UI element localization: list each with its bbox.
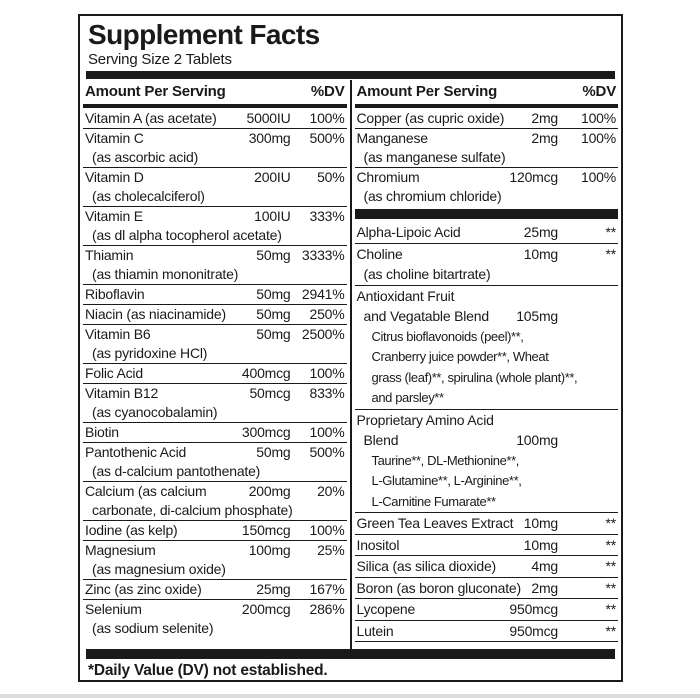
amount-per-serving-header: Amount Per Serving: [356, 83, 498, 100]
nutrient-row: [83, 246, 347, 285]
nutrient-row: [83, 168, 347, 207]
nutrient-line: [83, 384, 347, 403]
column-header: [352, 80, 622, 103]
nutrient-name: Citrus bioflavonoids (peel)**,: [371, 328, 524, 344]
nutrient-row: [83, 521, 347, 541]
nutrient-line: [83, 305, 347, 324]
nutrient-name: Vitamin B12: [85, 385, 159, 401]
nutrient-name: Iodine (as kelp): [85, 522, 178, 538]
nutrient-row: [355, 410, 619, 514]
nutrient-name: Calcium (as calcium: [85, 483, 207, 499]
nutrient-line: [355, 187, 619, 206]
rows: [80, 108, 350, 638]
nutrient-line: [83, 462, 347, 481]
nutrient-column-left: [80, 80, 350, 649]
nutrient-name: (as dl alpha tocopherol acetate): [92, 227, 282, 243]
nutrient-name: Niacin (as niacinamide): [85, 306, 226, 322]
nutrient-name: L-Glutamine**, L-Arginine**,: [371, 473, 522, 488]
nutrient-dv: 20%: [317, 483, 345, 499]
nutrient-line: [355, 471, 619, 492]
nutrient-name: Boron (as boron gluconate): [356, 579, 521, 596]
nutrient-name: Riboflavin: [85, 286, 145, 302]
label-title: Supplement Facts: [88, 19, 320, 50]
nutrient-name: Copper (as cupric oxide): [356, 110, 505, 126]
nutrient-row: [83, 443, 347, 482]
nutrient-row: [355, 621, 619, 643]
section-divider-bar: [355, 209, 619, 219]
nutrient-dv: 250%: [309, 306, 345, 322]
nutrient-dv: [558, 430, 616, 451]
nutrient-line: [355, 578, 619, 599]
nutrient-row: [83, 325, 347, 364]
nutrient-row: [355, 286, 619, 410]
dv-header: %DV: [310, 83, 345, 100]
nutrient-name: Vitamin D: [85, 169, 144, 185]
nutrient-line: [355, 264, 619, 285]
daily-value-footnote: *Daily Value (DV) not established.: [88, 662, 328, 679]
nutrient-dv: 100%: [309, 365, 345, 381]
nutrient-dv: 100%: [580, 110, 616, 126]
nutrient-line: [83, 403, 347, 422]
nutrient-line: [83, 560, 347, 579]
nutrient-row: [83, 423, 347, 443]
nutrient-amount: 10mg: [523, 515, 558, 531]
nutrient-line: [83, 344, 347, 363]
nutrient-name: Folic Acid: [85, 365, 143, 381]
nutrient-line: [83, 187, 347, 206]
nutrient-name: and Vegatable Blend: [363, 308, 489, 324]
nutrient-name: (as magnesium oxide): [92, 561, 226, 577]
nutrient-name: (as d-calcium pantothenate): [92, 463, 261, 479]
nutrient-dv: [558, 306, 616, 327]
nutrient-row: [355, 556, 619, 578]
nutrient-line: [355, 347, 619, 368]
nutrient-name: Lycopene: [356, 601, 416, 617]
nutrient-amount: 10mg: [523, 536, 558, 553]
nutrient-name: (as manganese sulfate): [363, 149, 506, 165]
nutrient-row: [355, 222, 619, 244]
nutrient-row: [83, 305, 347, 325]
nutrient-line: [83, 541, 347, 560]
nutrient-dv: 286%: [309, 601, 345, 617]
nutrient-name: Thiamin: [85, 247, 134, 263]
nutrient-amount: 2mg: [531, 110, 558, 126]
nutrient-line: [355, 222, 619, 243]
nutrient-name: Vitamin C: [85, 130, 144, 146]
nutrient-name: Inositol: [356, 536, 400, 553]
nutrient-name: L-Carnitine Fumarate**: [371, 493, 496, 509]
nutrient-amount: 120mcg: [509, 169, 558, 185]
nutrient-dv: **: [605, 536, 616, 553]
nutrient-row: [83, 580, 347, 600]
nutrient-line: [83, 109, 347, 128]
nutrient-name: Blend: [363, 432, 399, 448]
nutrient-line: [83, 285, 347, 304]
nutrient-name: (as pyridoxine HCl): [92, 345, 208, 361]
nutrient-dv: 2941%: [301, 286, 345, 302]
nutrient-line: [83, 148, 347, 167]
nutrient-line: [83, 325, 347, 344]
nutrient-name: Cranberry juice powder**, Wheat: [371, 349, 549, 364]
nutrient-name: Chromium: [356, 169, 420, 185]
nutrient-amount: 200IU: [254, 169, 291, 185]
column-header: [80, 80, 350, 103]
header-top-bar: [86, 71, 615, 79]
nutrient-dv: 333%: [309, 208, 345, 224]
nutrient-line: [83, 226, 347, 245]
nutrient-dv: 100%: [580, 130, 616, 146]
nutrient-dv: 100%: [309, 522, 345, 538]
nutrient-line: [355, 109, 619, 128]
nutrient-dv: 2500%: [301, 326, 345, 342]
nutrient-name: Silica (as silica dioxide): [356, 558, 497, 574]
nutrient-amount: 100IU: [254, 208, 291, 224]
nutrient-line: [355, 535, 619, 556]
nutrient-dv: 100%: [580, 169, 616, 185]
nutrient-name: Vitamin B6: [85, 326, 151, 342]
nutrient-row: [355, 535, 619, 557]
nutrient-name: Lutein: [356, 622, 394, 639]
nutrient-row: [83, 600, 347, 638]
nutrient-row: [83, 482, 347, 521]
nutrient-line: [83, 501, 347, 520]
nutrient-amount: 2mg: [531, 579, 558, 596]
nutrient-column-right: [350, 80, 622, 649]
nutrient-amount: 10mg: [523, 245, 558, 262]
nutrient-line: [355, 244, 619, 265]
nutrient-line: [83, 600, 347, 619]
nutrient-amount: 50mg: [256, 247, 291, 263]
nutrient-amount: 200mg: [248, 483, 291, 499]
nutrient-line: [83, 129, 347, 148]
nutrient-amount: 200mcg: [241, 601, 291, 617]
nutrient-name: Proprietary Amino Acid: [356, 411, 494, 428]
nutrient-amount: 950mcg: [509, 622, 558, 639]
nutrient-name: Pantothenic Acid: [85, 444, 187, 460]
supplement-facts-label: [78, 14, 623, 682]
nutrient-dv: 25%: [317, 542, 345, 558]
nutrient-name: Zinc (as zinc oxide): [85, 581, 202, 597]
nutrient-amount: 50mg: [256, 286, 291, 302]
nutrient-dv: 500%: [309, 130, 345, 146]
nutrient-amount: 100mg: [516, 432, 558, 448]
nutrient-dv: **: [605, 579, 616, 596]
nutrient-amount: 400mcg: [241, 365, 291, 381]
nutrient-line: [83, 265, 347, 284]
nutrient-row: [355, 578, 619, 600]
nutrient-row: [83, 109, 347, 129]
nutrient-line: [83, 423, 347, 442]
nutrient-amount: 2mg: [531, 130, 558, 146]
nutrient-dv: 100%: [309, 110, 345, 126]
nutrient-name: Vitamin E: [85, 208, 143, 224]
nutrient-row: [355, 109, 619, 129]
nutrient-name: (as choline bitartrate): [363, 266, 491, 282]
nutrient-columns: [80, 80, 621, 649]
nutrient-row: [83, 285, 347, 305]
nutrient-row: [355, 168, 619, 206]
nutrient-line: [83, 207, 347, 226]
nutrient-name: Alpha-Lipoic Acid: [356, 224, 461, 240]
nutrient-amount: 950mcg: [509, 601, 558, 617]
nutrient-amount: 50mg: [256, 444, 291, 460]
nutrient-amount: 50mcg: [249, 385, 291, 401]
nutrient-amount: 50mg: [256, 326, 291, 342]
nutrient-dv: **: [605, 515, 616, 531]
nutrient-row: [83, 207, 347, 246]
nutrient-dv: 833%: [309, 385, 345, 401]
nutrient-line: [83, 580, 347, 599]
nutrient-line: [355, 410, 619, 431]
nutrient-name: carbonate, di-calcium phosphate): [92, 502, 293, 518]
nutrient-amount: 4mg: [531, 558, 558, 574]
nutrient-amount: 50mg: [256, 306, 291, 322]
nutrient-name: (as chromium chloride): [363, 188, 502, 204]
amount-per-serving-header: Amount Per Serving: [85, 83, 226, 100]
nutrient-line: [83, 619, 347, 638]
nutrient-name: Biotin: [85, 424, 119, 440]
rows: [352, 108, 622, 642]
nutrient-dv: 50%: [317, 169, 345, 185]
nutrient-name: (as cholecalciferol): [92, 188, 205, 204]
nutrient-line: [355, 556, 619, 577]
nutrient-line: [355, 492, 619, 513]
nutrient-line: [355, 129, 619, 148]
nutrient-name: grass (leaf)**, spirulina (whole plant)**,: [371, 369, 578, 385]
nutrient-name: Taurine**, DL-Methionine**,: [371, 452, 519, 468]
nutrient-row: [83, 364, 347, 384]
nutrient-line: [355, 599, 619, 620]
nutrient-row: [355, 129, 619, 168]
nutrient-dv: **: [605, 601, 616, 617]
nutrient-amount: 25mg: [523, 224, 558, 240]
nutrient-name: Vitamin A (as acetate): [85, 110, 217, 126]
nutrient-line: [355, 327, 619, 348]
nutrient-line: [355, 451, 619, 472]
nutrient-dv: 167%: [309, 581, 345, 597]
nutrient-name: Magnesium: [85, 542, 156, 558]
nutrient-name: Manganese: [356, 130, 428, 146]
nutrient-dv: 3333%: [301, 247, 345, 263]
nutrient-line: [355, 368, 619, 389]
nutrient-name: (as sodium selenite): [92, 620, 214, 636]
nutrient-dv: **: [605, 224, 616, 240]
nutrient-amount: 100mg: [248, 542, 291, 558]
nutrient-row: [355, 244, 619, 286]
serving-size: Serving Size 2 Tablets: [88, 51, 232, 68]
nutrient-name: Choline: [356, 245, 403, 262]
nutrient-line: [355, 621, 619, 642]
nutrient-row: [355, 513, 619, 535]
nutrient-dv: **: [605, 558, 616, 574]
nutrient-line: [355, 388, 619, 409]
nutrient-row: [83, 384, 347, 423]
nutrient-name: Antioxidant Fruit: [356, 287, 455, 304]
nutrient-amount: 105mg: [516, 308, 558, 324]
nutrient-name: Green Tea Leaves Extract: [356, 515, 514, 531]
nutrient-amount: 300mg: [248, 130, 291, 146]
nutrient-row: [83, 129, 347, 168]
nutrient-amount: 5000IU: [246, 110, 291, 126]
nutrient-dv: 500%: [309, 444, 345, 460]
nutrient-name: and parsley**: [371, 390, 444, 405]
nutrient-line: [83, 246, 347, 265]
nutrient-row: [355, 599, 619, 621]
footnote-divider-bar: [86, 649, 615, 659]
nutrient-line: [83, 443, 347, 462]
nutrient-name: Selenium: [85, 601, 142, 617]
nutrient-amount: 25mg: [256, 581, 291, 597]
nutrient-dv: **: [605, 622, 616, 639]
nutrient-dv: **: [605, 245, 616, 262]
nutrient-line: [83, 521, 347, 540]
nutrient-line: [355, 513, 619, 534]
nutrient-dv: 100%: [309, 424, 345, 440]
nutrient-line: [355, 148, 619, 167]
dv-header: %DV: [582, 83, 616, 100]
nutrient-row: [83, 541, 347, 580]
nutrient-name: (as cyanocobalamin): [92, 404, 218, 420]
nutrient-name: (as ascorbic acid): [92, 149, 199, 165]
nutrient-line: [83, 168, 347, 187]
nutrient-line: [83, 364, 347, 383]
nutrient-line: [355, 168, 619, 187]
nutrient-name: (as thiamin mononitrate): [92, 266, 239, 282]
nutrient-amount: 300mcg: [241, 424, 291, 440]
page-edge-shadow: [0, 694, 700, 698]
nutrient-line: [355, 286, 619, 307]
nutrient-amount: 150mcg: [241, 522, 291, 538]
nutrient-line: [355, 306, 619, 327]
nutrient-line: [83, 482, 347, 501]
nutrient-line: [355, 430, 619, 451]
